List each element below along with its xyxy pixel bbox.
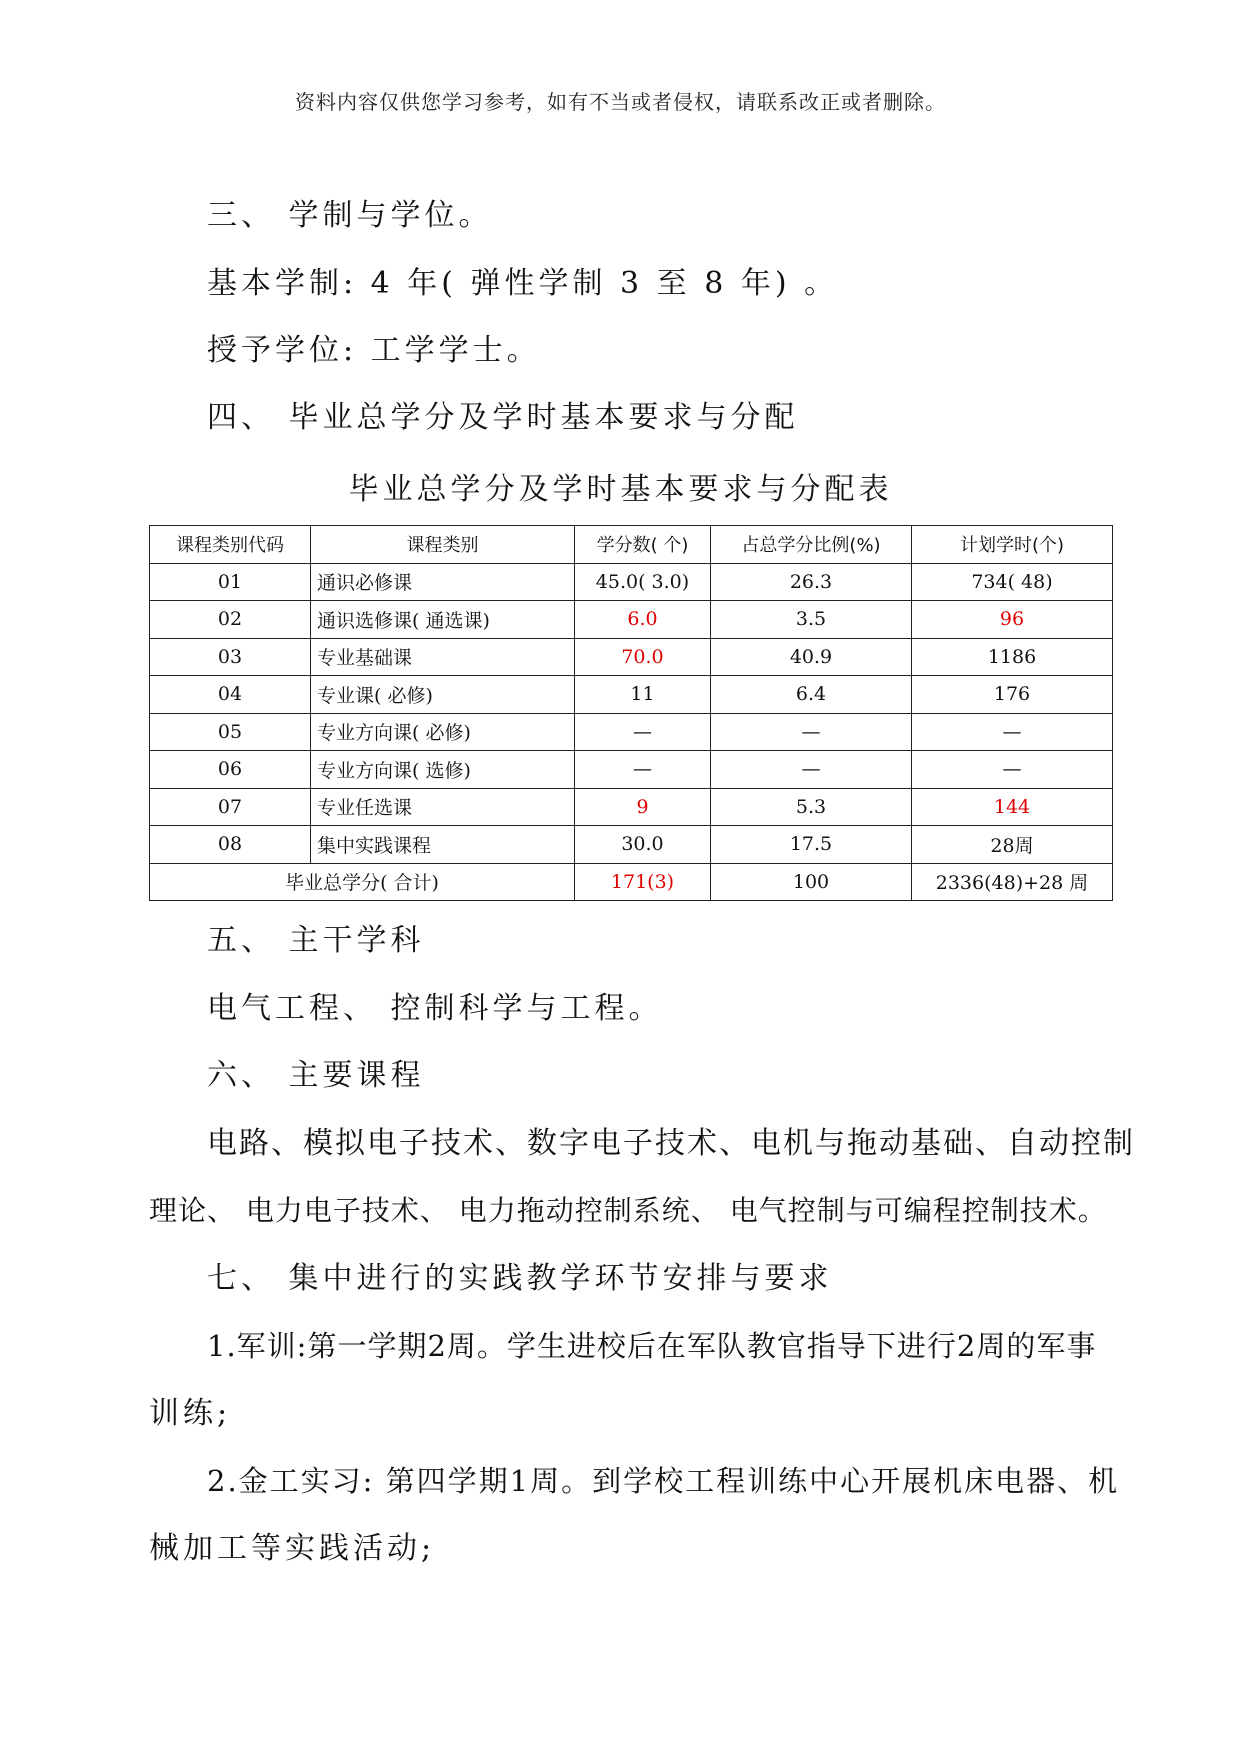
cell-ratio: 5.3	[711, 788, 912, 826]
table-row	[150, 713, 1113, 751]
cell-name: 集中实践课程	[311, 826, 575, 864]
cell-ratio: —	[711, 713, 912, 751]
section-3-duration: 基本学制: 4 年( 弹性学制 3 至 8 年) 。	[207, 266, 839, 301]
cell-ratio: 40.9	[711, 638, 912, 676]
section-5-heading: 五、 主干学科	[207, 923, 425, 958]
section-7-heading: 七、 集中进行的实践教学环节安排与要求	[207, 1261, 833, 1296]
cell-credits: 70.0	[575, 638, 711, 676]
section-6-heading: 六、 主要课程	[207, 1058, 425, 1093]
cell-code: 05	[150, 713, 311, 751]
table-row	[150, 826, 1113, 864]
cell-credits: 6.0	[575, 601, 711, 639]
table-row	[150, 751, 1113, 789]
section-7-item1-line2: 训练;	[149, 1396, 232, 1431]
table-header-row	[150, 526, 1113, 564]
total-credits: 171(3)	[575, 863, 711, 901]
table-row	[150, 676, 1113, 714]
cell-credits: 9	[575, 788, 711, 826]
header-credits: 学分数( 个)	[575, 526, 711, 564]
cell-name: 专业方向课( 选修)	[311, 751, 575, 789]
cell-hours: 96	[912, 601, 1113, 639]
total-ratio: 100	[711, 863, 912, 901]
header-ratio: 占总学分比例(%)	[711, 526, 912, 564]
cell-name: 通识必修课	[311, 563, 575, 601]
cell-hours: 734( 48)	[912, 563, 1113, 601]
cell-code: 01	[150, 563, 311, 601]
cell-ratio: 17.5	[711, 826, 912, 864]
section-6-body-line2: 理论、 电力电子技术、 电力拖动控制系统、 电气控制与可编程控制技术。	[149, 1194, 1107, 1227]
cell-name: 专业基础课	[311, 638, 575, 676]
cell-code: 06	[150, 751, 311, 789]
cell-ratio: 3.5	[711, 601, 912, 639]
cell-credits: 30.0	[575, 826, 711, 864]
cell-name: 专业课( 必修)	[311, 676, 575, 714]
cell-hours: 176	[912, 676, 1113, 714]
section-6-body-line1: 电路、模拟电子技术、数字电子技术、电机与拖动基础、自动控制	[207, 1126, 1135, 1161]
section-4-heading: 四、 毕业总学分及学时基本要求与分配	[207, 400, 799, 435]
cell-hours: 144	[912, 788, 1113, 826]
cell-hours: 1186	[912, 638, 1113, 676]
cell-name: 专业任选课	[311, 788, 575, 826]
cell-ratio: 26.3	[711, 563, 912, 601]
table-row	[150, 601, 1113, 639]
header-category: 课程类别	[311, 526, 575, 564]
section-7-item2-line2: 械加工等实践活动;	[149, 1531, 436, 1566]
cell-ratio: 6.4	[711, 676, 912, 714]
section-7-item1-line1: 1.军训:第一学期2周。学生进校后在军队教官指导下进行2周的军事	[207, 1329, 1097, 1363]
total-label: 毕业总学分( 合计)	[150, 863, 575, 901]
credits-table	[149, 525, 1113, 901]
header-code: 课程类别代码	[150, 526, 311, 564]
cell-code: 07	[150, 788, 311, 826]
cell-name: 通识选修课( 通选课)	[311, 601, 575, 639]
cell-credits: 11	[575, 676, 711, 714]
cell-name: 专业方向课( 必修)	[311, 713, 575, 751]
total-hours: 2336(48)+28 周	[912, 863, 1113, 901]
table-row	[150, 638, 1113, 676]
table-row	[150, 788, 1113, 826]
cell-code: 02	[150, 601, 311, 639]
cell-credits: —	[575, 713, 711, 751]
section-3-degree: 授予学位: 工学学士。	[207, 333, 541, 368]
section-7-item2-line1: 2.金工实习: 第四学期1周。到学校工程训练中心开展机床电器、机	[207, 1464, 1120, 1498]
table-total-row	[150, 863, 1113, 901]
cell-hours: —	[912, 713, 1113, 751]
table-caption: 毕业总学分及学时基本要求与分配表	[348, 472, 893, 507]
section-3-heading: 三、 学制与学位。	[207, 198, 493, 233]
cell-hours: —	[912, 751, 1113, 789]
section-5-body: 电气工程、 控制科学与工程。	[207, 991, 663, 1026]
cell-code: 08	[150, 826, 311, 864]
cell-ratio: —	[711, 751, 912, 789]
cell-code: 04	[150, 676, 311, 714]
header-notice: 资料内容仅供您学习参考，如有不当或者侵权，请联系改正或者删除。	[295, 90, 946, 114]
cell-hours: 28周	[912, 826, 1113, 864]
cell-code: 03	[150, 638, 311, 676]
cell-credits: —	[575, 751, 711, 789]
header-hours: 计划学时(个)	[912, 526, 1113, 564]
cell-credits: 45.0( 3.0)	[575, 563, 711, 601]
table-row	[150, 563, 1113, 601]
